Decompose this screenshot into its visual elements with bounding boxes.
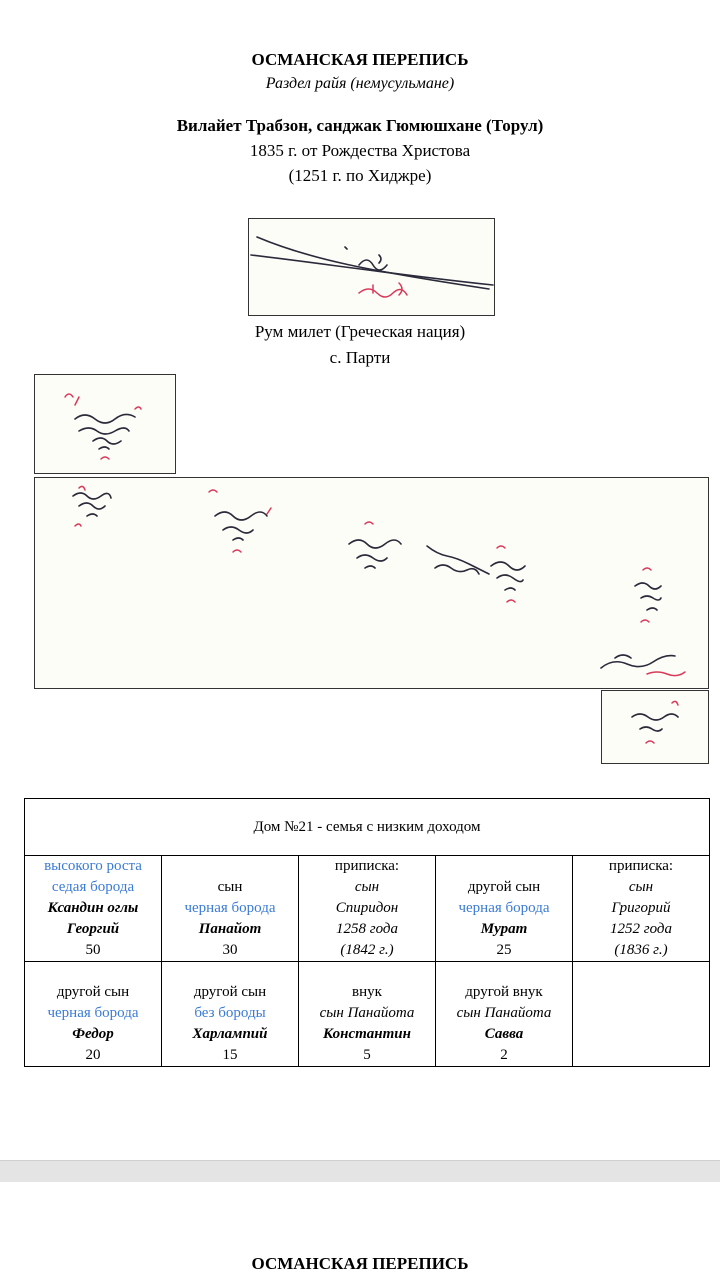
manuscript-entry-drawing-3 [602,691,708,763]
person-age: 5 [363,1047,371,1063]
relation: другой внук [465,984,543,1000]
manuscript-village-drawing [249,219,494,315]
description: сын Панайота [456,1005,552,1021]
village-caption: с. Парти [329,348,391,367]
relation: другой сын [56,984,130,1000]
relation: другой сын [193,984,267,1000]
document-subtitle: Раздел райя (немусульмане) [265,75,455,92]
person-name: Григорий [611,900,671,916]
person-age: 2 [500,1047,508,1063]
person-age: 25 [496,942,512,958]
relation: сын [354,879,380,895]
person-age: 15 [222,1047,238,1063]
person-age: 20 [85,1047,101,1063]
person-cell [162,856,299,962]
person-cell [573,856,710,962]
table-row [25,962,710,1067]
location-heading: Вилайет Трабзон, санджак Гюмюшхане (Торул) [176,116,544,135]
person-name: Федор [72,1026,114,1042]
year-hijri: (1251 г. по Хиджре) [288,166,432,185]
note-year-converted: (1842 г.) [340,942,394,958]
person-name: Панайот [198,921,262,937]
manuscript-entry-scan-2 [34,477,709,689]
person-cell [25,856,162,962]
spacer [438,856,570,877]
spacer [164,856,296,877]
page-separator [0,1160,720,1183]
description: без бороды [194,1005,266,1021]
person-name: Мурат [480,921,528,937]
person-cell [162,962,299,1067]
person-cell [436,856,573,962]
note-year: 1258 года [336,921,398,937]
next-page-title: ОСМАНСКАЯ ПЕРЕПИСЬ [251,1254,469,1273]
manuscript-entry-drawing-1 [35,375,175,473]
relation: сын [217,879,243,895]
manuscript-entry-drawing-2 [35,478,708,688]
empty-cell [573,962,710,1067]
relation: другой сын [467,879,541,895]
nation-caption: Рум милет (Греческая нация) [254,322,466,341]
person-name: Савва [484,1026,524,1042]
manuscript-village-scan [248,218,495,316]
year-christian: 1835 г. от Рождества Христова [249,141,471,160]
person-name: Георгий [66,921,120,937]
document-title: ОСМАНСКАЯ ПЕРЕПИСЬ [251,50,469,69]
household-header: Дом №21 - семья с низким доходом [25,799,710,856]
note-label: приписка: [608,858,674,874]
person-cell [25,962,162,1067]
manuscript-entry-scan-1 [34,374,176,474]
description: черная борода [184,900,276,916]
relation: сын [628,879,654,895]
person-cell [299,856,436,962]
description: черная борода [458,900,550,916]
relation: внук [352,984,382,1000]
description: черная борода [47,1005,139,1021]
person-cell [299,962,436,1067]
table-row [25,856,710,962]
note-year: 1252 года [610,921,672,937]
person-name: Спиридон [335,900,399,916]
person-name: Харлампий [192,1026,268,1042]
person-age: 50 [85,942,101,958]
note-label: приписка: [334,858,400,874]
person-name: Ксандин оглы [47,900,139,916]
person-cell [436,962,573,1067]
manuscript-entry-scan-3 [601,690,709,764]
description: высокого роста [44,858,142,874]
description: седая борода [51,879,135,895]
household-table [24,798,710,1067]
person-name: Константин [323,1026,411,1042]
note-year-converted: (1836 г.) [614,942,668,958]
description: сын Панайота [319,1005,415,1021]
person-age: 30 [222,942,238,958]
